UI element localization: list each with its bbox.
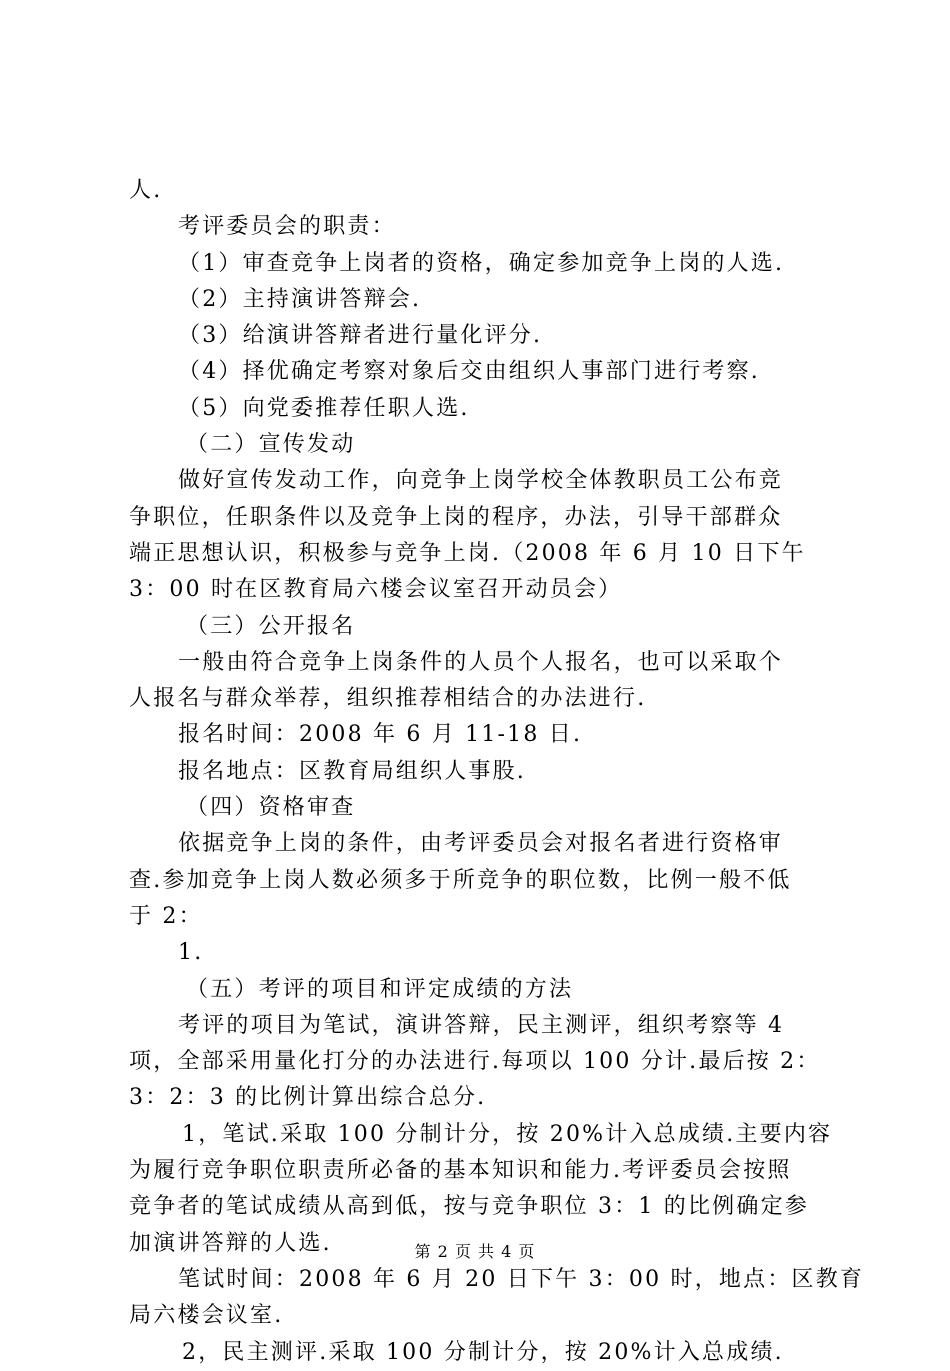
text-line: 报名时间：2008 年 6 月 11-18 日. xyxy=(178,722,583,748)
section-heading: （二）宣传发动 xyxy=(186,432,356,458)
text-line: 笔试时间：2008 年 6 月 20 日下午 3：00 时，地点：区教育 xyxy=(178,1266,865,1292)
text-line: （5）向党委推荐任职人选. xyxy=(178,395,470,421)
text-line: 项，全部采用量化打分的办法进行.每项以 100 分计.最后按 2： xyxy=(129,1049,821,1075)
text-line: 考评委员会的职责： xyxy=(178,214,396,240)
text-line: 人. xyxy=(129,178,163,203)
section-heading: （五）考评的项目和评定成绩的方法 xyxy=(186,976,574,1002)
text-line: 报名地点：区教育局组织人事股. xyxy=(178,758,526,784)
text-line: 依据竞争上岗的条件，由考评委员会对报名者进行资格审 xyxy=(178,831,784,857)
text-line: 考评的项目为笔试，演讲答辩，民主测评，组织考察等 4 xyxy=(178,1012,785,1038)
text-line: 1. xyxy=(178,940,204,966)
text-line: 于 2： xyxy=(129,903,203,929)
text-line: （1）审查竞争上岗者的资格，确定参加竞争上岗的人选. xyxy=(178,250,785,276)
section-heading: （四）资格审查 xyxy=(186,795,356,821)
text-line: 端正思想认识，积极参与竞争上岗.（2008 年 6 月 10 日下午 xyxy=(129,540,806,566)
section-heading: （三）公开报名 xyxy=(186,613,356,639)
text-line: （4）择优确定考察对象后交由组织人事部门进行考察. xyxy=(178,359,760,385)
text-line: 局六楼会议室. xyxy=(129,1303,284,1329)
text-line: 2，民主测评.采取 100 分制计分，按 20%计入总成绩. xyxy=(182,1339,784,1365)
text-line: 做好宣传发动工作，向竞争上岗学校全体教职员工公布竞 xyxy=(178,468,784,494)
text-line: （2）主持演讲答辩会. xyxy=(178,286,422,312)
text-line: 一般由符合竞争上岗条件的人员个人报名，也可以采取个 xyxy=(178,649,784,675)
text-line: 争职位，任职条件以及竞争上岗的程序，办法，引导干部群众 xyxy=(129,504,783,530)
text-line: 加演讲答辩的人选. xyxy=(129,1230,332,1256)
text-line: 竞争者的笔试成绩从高到低，按与竞争职位 3：1 的比例确定参 xyxy=(129,1194,809,1220)
text-line: 1，笔试.采取 100 分制计分，按 20%计入总成绩.主要内容 xyxy=(182,1121,833,1147)
text-line: （3）给演讲答辩者进行量化评分. xyxy=(178,323,543,349)
text-line: 为履行竞争职位职责所必备的基本知识和能力.考评委员会按照 xyxy=(129,1158,792,1184)
text-line: 人报名与群众举荐，组织推荐相结合的办法进行. xyxy=(129,686,647,712)
text-line: 3：00 时在区教育局六楼会议室召开动员会） xyxy=(129,577,623,603)
page-footer: 第 2 页 共 4 页 xyxy=(414,1242,536,1261)
text-line: 3：2：3 的比例计算出综合总分. xyxy=(129,1085,487,1111)
document-body xyxy=(129,173,865,1371)
text-line: 查.参加竞争上岗人数必须多于所竞争的职位数，比例一般不低 xyxy=(129,867,792,893)
